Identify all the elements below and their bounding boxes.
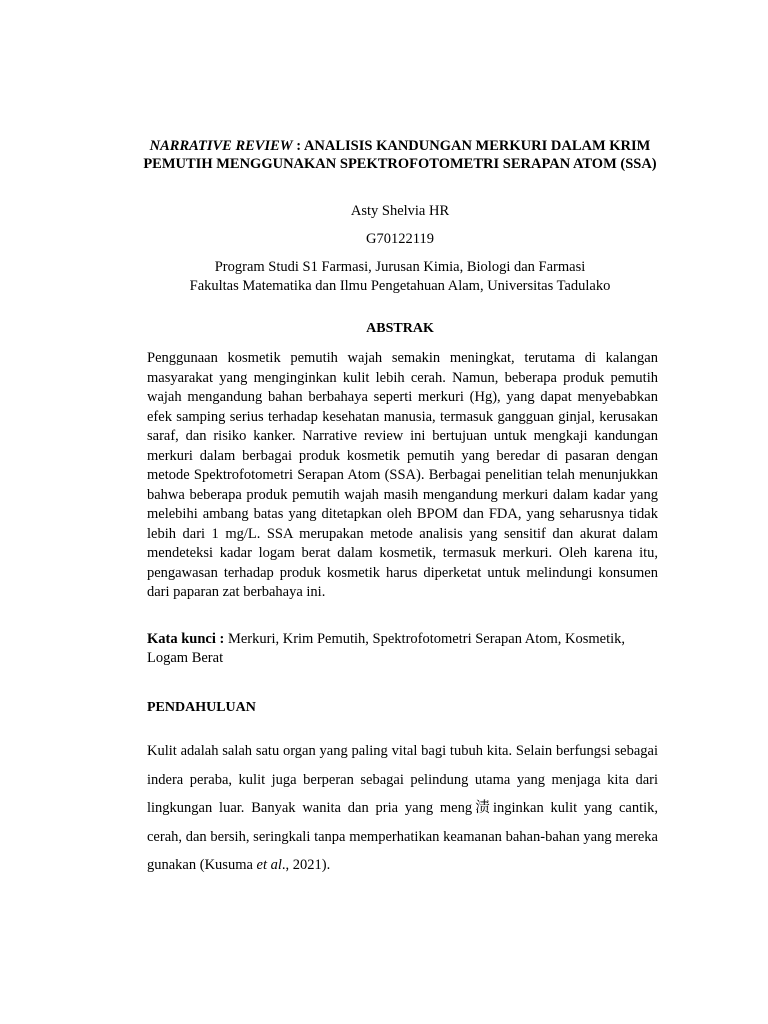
author-name: Asty Shelvia HR: [350, 203, 450, 219]
abstract-body: [147, 349, 658, 603]
affiliation-line-2: Fakultas Matematika dan Ilmu Pengetahuan Alam, Universitas Tadulako: [189, 278, 611, 294]
introduction-heading: PENDAHULUAN: [147, 700, 256, 715]
intro-stray-glyph: 渍: [472, 800, 493, 816]
keywords: [147, 630, 658, 668]
abstract-text: Penggunaan kosmetik pemutih wajah semakin meningkat, terutama di kalangan masyarakat yang menginginkan kulit lebih cerah. Namun, beberapa produk pemutih wajah mengandung bahan berbahaya seperti merkuri (Hg), yang dapat menyebabkan efek samping serius terhadap kesehatan manusia, termasuk gangguan ginjal, kerusakan saraf, dan risiko kanker. Narrative review ini bertujuan untuk mengkaji kandungan merkuri dalam berbagai produk kosmetik pemutih yang beredar di pasaran dengan metode Spektrofotometri Serapan Atom (SSA). Berbagai penelitian telah menunjukkan bahwa beberapa produk pemutih wajah masih mengandung merkuri dalam kadar yang melebihi ambang batas yang ditetapkan oleh BPOM dan FDA, yang seharusnya tidak lebih dari 1 mg/L. SSA merupakan metode analisis yang sensitif dan akurat dalam mendeteksi kadar logam berat dalam kosmetik, termasuk merkuri. Oleh karena itu, pengawasan terhadap produk kosmetik harus diperketat untuk melindungi konsumen dari paparan zat berbahaya ini.: [147, 350, 658, 600]
affiliation-line-1: Program Studi S1 Farmasi, Jurusan Kimia, Biologi dan Farmasi: [214, 259, 586, 275]
introduction-paragraph: [147, 737, 658, 880]
title-italic-part: NARRATIVE REVIEW: [149, 138, 293, 154]
title-rest: : ANALISIS KANDUNGAN MERKURI DALAM KRIM PEMUTIH MENGGUNAKAN SPEKTROFOTOMETRI SERAPAN ATOM (SSA): [143, 138, 657, 172]
student-id: G70122119: [366, 231, 434, 247]
affiliation: [100, 258, 700, 296]
introduction-body: [147, 737, 658, 880]
intro-text-middle: inginkan kulit yang cantik, cerah, dan bersih, seringkali tanpa memperhatikan keamanan bahan-bahan yang mereka gunakan (Kusuma: [147, 800, 659, 873]
keywords-label: Kata kunci :: [147, 631, 225, 647]
intro-citation-italic: et al: [256, 857, 282, 873]
intro-text-after: ., 2021).: [281, 857, 331, 873]
paper-title: [140, 137, 660, 173]
abstract-heading: ABSTRAK: [366, 321, 434, 336]
keywords-text: Merkuri, Krim Pemutih, Spektrofotometri Serapan Atom, Kosmetik, Logam Berat: [147, 631, 626, 666]
intro-text-before: Kulit adalah salah satu organ yang paling vital bagi tubuh kita. Selain berfungsi sebagai indera peraba, kulit juga berperan sebagai pelindung utama yang menjaga kita dari lingkungan luar. Banyak wanita dan pria yang meng: [147, 743, 658, 816]
